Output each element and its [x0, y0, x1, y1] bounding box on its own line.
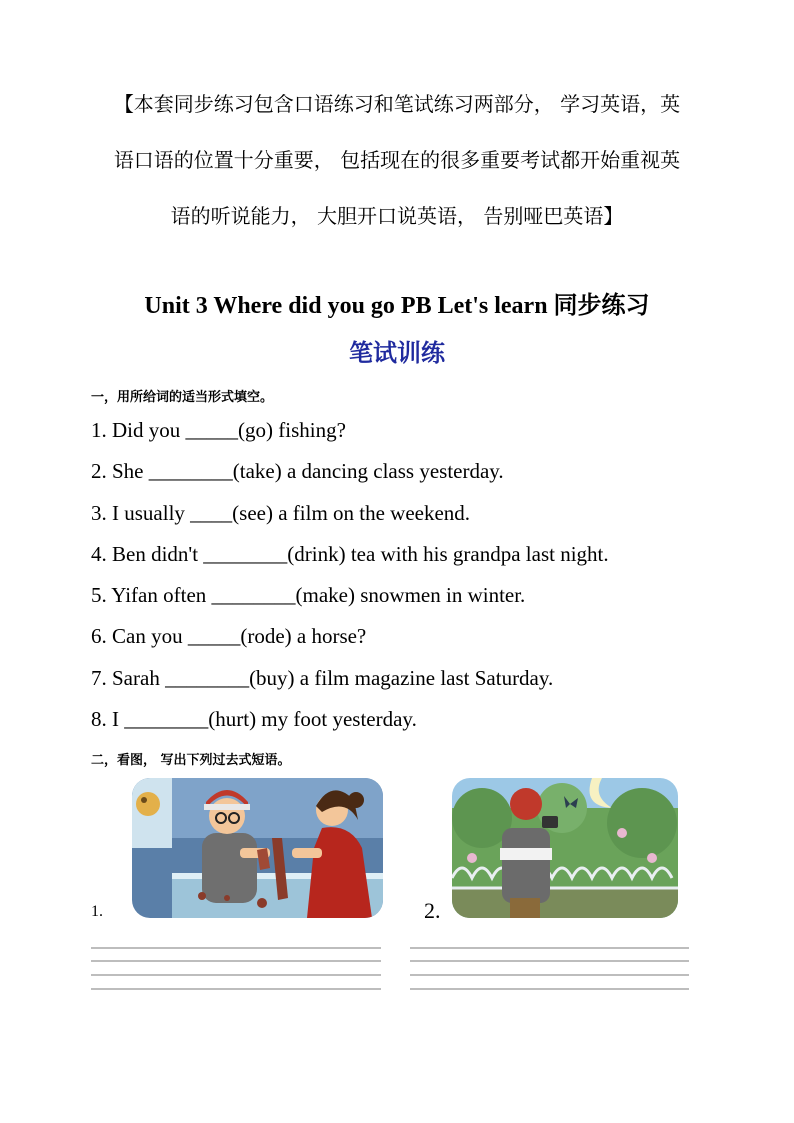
answer-line-1d: [91, 988, 381, 990]
question-6: 6. Can you _____(rode) a horse?: [91, 624, 367, 649]
taking-photos-in-park-illustration: [452, 778, 678, 918]
answer-line-1a: [91, 947, 381, 949]
intro-line-2: 语口语的位置十分重要， 包括现在的很多重要考试都开始重视英: [113, 148, 681, 172]
question-7: 7. Sarah ________(buy) a film magazine last Saturday.: [91, 665, 554, 690]
question-5: 5. Yifan often ________(make) snowmen in winter.: [91, 583, 526, 608]
answer-line-2d: [410, 988, 689, 990]
question-4: 4. Ben didn't ________(drink) tea with his grandpa last night.: [91, 541, 609, 566]
answer-line-1c: [91, 974, 381, 976]
answer-line-1b: [91, 960, 381, 962]
worksheet-title: Unit 3 Where did you go PB Let's learn 同步练习: [144, 293, 650, 319]
shopping-for-gifts-illustration: [132, 778, 383, 918]
question-3: 3. I usually ____(see) a film on the weekend.: [91, 500, 471, 525]
section-2-heading: 二，看图， 写出下列过去式短语。: [91, 753, 291, 768]
question-1: 1. Did you _____(go) fishing?: [91, 418, 346, 442]
picture-1-svg: [132, 778, 383, 918]
answer-line-2b: [410, 960, 689, 962]
section-1-heading: 一，用所给词的适当形式填空。: [91, 390, 274, 405]
answer-line-2a: [410, 947, 689, 949]
question-2: 2. She ________(take) a dancing class yesterday.: [91, 459, 504, 484]
answer-line-2c: [410, 974, 689, 976]
intro-line-1: 【本套同步练习包含口语练习和笔试练习两部分， 学习英语，英: [113, 92, 681, 116]
intro-line-3: 语的听说能力， 大胆开口说英语， 告别哑巴英语】: [170, 204, 624, 228]
picture-1-label: 1.: [91, 903, 103, 920]
picture-2-label: 2.: [424, 898, 441, 923]
question-8: 8. I ________(hurt) my foot yesterday.: [91, 707, 417, 732]
fill-in-question-list: [91, 414, 609, 744]
picture-2-svg: [452, 778, 678, 918]
intro-paragraph: [80, 76, 714, 244]
worksheet-subtitle: 笔试训练: [349, 339, 445, 367]
